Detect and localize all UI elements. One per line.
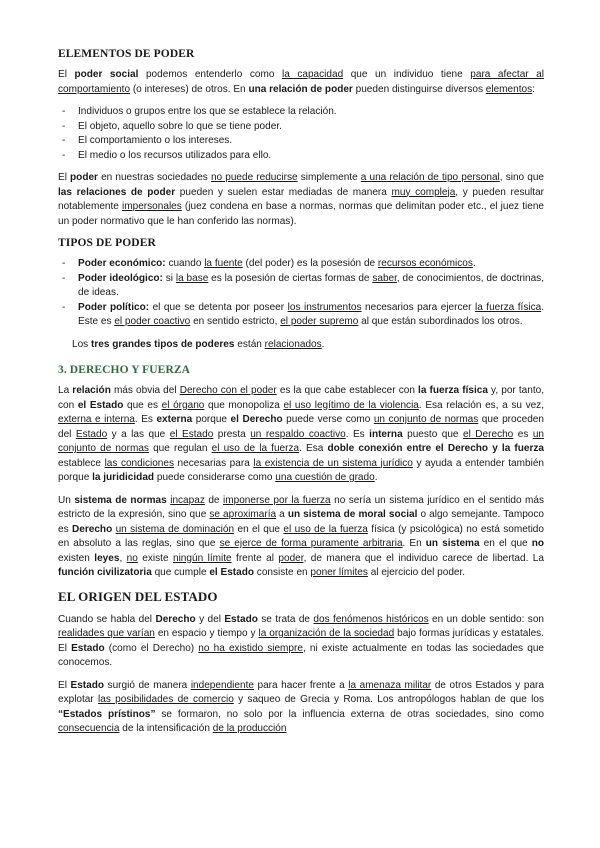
- list-item: - El medio o los recursos utilizados para ello.: [58, 149, 544, 164]
- list-item: - Individuos o grupos entre los que se establece la relación.: [58, 105, 544, 120]
- paragraph-tipos-relacionados: Los tres grandes tipos de poderes están relacionados.: [72, 338, 325, 350]
- paragraph-sistema-de-normas: Un sistema de normas incapaz de imponerse por la fuerza no sería un sistema jurídico en el sentido más estricto de la expresión, sino que se aproximaría a un sistema de moral social o algo semejante. Tampoco es Derecho un sistema de dominación en el que el uso de la fuerza física (y psicológica) no está sometido en absoluto a las reglas, sino que se ejerce de forma puramente arbitraria. En un sistema en el que no existen leyes, no existe ningún límite frente al poder, de manera que el individuo carece de libertad. La función civilizatoria que cumple el Estado consiste en poner límites al ejercicio del poder.: [58, 494, 545, 578]
- heading-elementos-de-poder: ELEMENTOS DE PODER: [58, 48, 195, 60]
- list-item-poder-ideologico: - Poder ideológico: si la base es la posesión de ciertas formas de saber, de conocimientos, de doctrinas, de ideas.: [58, 272, 544, 301]
- paragraph-relacion-derecho-poder: La relación más obvia del Derecho con el poder es la que cabe establecer con la fuerza física y, por tanto, con el Estado que es el órgano que monopoliza el uso legítimo de la violencia. Esa relación es, a su vez, externa e interna. Es externa porque el Derecho puede verse como un conjunto de normas que proceden del Estado y a las que el Estado presta un respaldo coactivo. Es interna puesto que el Derecho es un conjunto de normas que regulan el uso de la fuerza. Esa doble conexión entre el Derecho y la fuerza establece las condiciones necesarias para la existencia de un sistema jurídico y ayuda a entender también porque la juridicidad puede considerarse como una cuestión de grado.: [58, 385, 545, 483]
- list-item: - El comportamiento o los intereses.: [58, 134, 544, 149]
- list-item-poder-politico: - Poder político: el que se detenta por poseer los instrumentos necesarios para ejercer la fuerza física. Este es el poder coactivo en sentido estricto, el poder supremo al que están subordinados los otros.: [58, 301, 544, 330]
- paragraph-fenomenos-historicos: Cuando se habla del Derecho y del Estado se trata de dos fenómenos históricos en un doble sentido: son realidades que varían en espacio y tiempo y la organización de la sociedad bajo formas jurídicas y estatales. El Estado (como el Derecho) no ha existido siempre, ni existe actualmente en todas las sociedades que conocemos.: [58, 613, 545, 668]
- paragraph-poder-sociedades: El poder en nuestras sociedades no puede reducirse simplemente a una relación de tipo personal, sino que las relaciones de poder pueden y suelen estar mediadas de manera muy compleja, y pueden resultar notablemente impersonales (juez condena en base a normas, normas que delimitan poder etc., el juez tiene un poder normativo que le han conferido las normas).: [58, 172, 545, 227]
- paragraph-poder-social: El poder social podemos entenderlo como la capacidad que un individuo tiene para afectar al comportamiento (o intereses) de otros. En una relación de poder pueden distinguirse diversos elementos:: [58, 69, 544, 95]
- list-item: - El objeto, aquello sobre lo que se tiene poder.: [58, 120, 544, 135]
- document-page: [58, 48, 544, 745]
- paragraph-estado-surgio: El Estado surgió de manera independiente para hacer frente a la amenaza militar de otros Estados y para explotar las posibilidades de comercio y saqueo de Grecia y Roma. Los antropólogos hablan de que los “Estados prístinos” se formaron, no solo por la influencia externa de otras sociedades, sino como consecuencia de la intensificación de la producción: [58, 679, 544, 734]
- heading-tipos-de-poder: TIPOS DE PODER: [58, 237, 156, 249]
- heading-origen-del-estado: EL ORIGEN DEL ESTADO: [58, 588, 218, 604]
- list-elementos: [58, 105, 544, 163]
- list-tipos-de-poder: [58, 257, 544, 330]
- list-item-poder-economico: - Poder económico: cuando la fuente (del poder) es la posesión de recursos económicos.: [58, 257, 544, 272]
- heading-derecho-y-fuerza: 3. DERECHO Y FUERZA: [58, 364, 191, 376]
